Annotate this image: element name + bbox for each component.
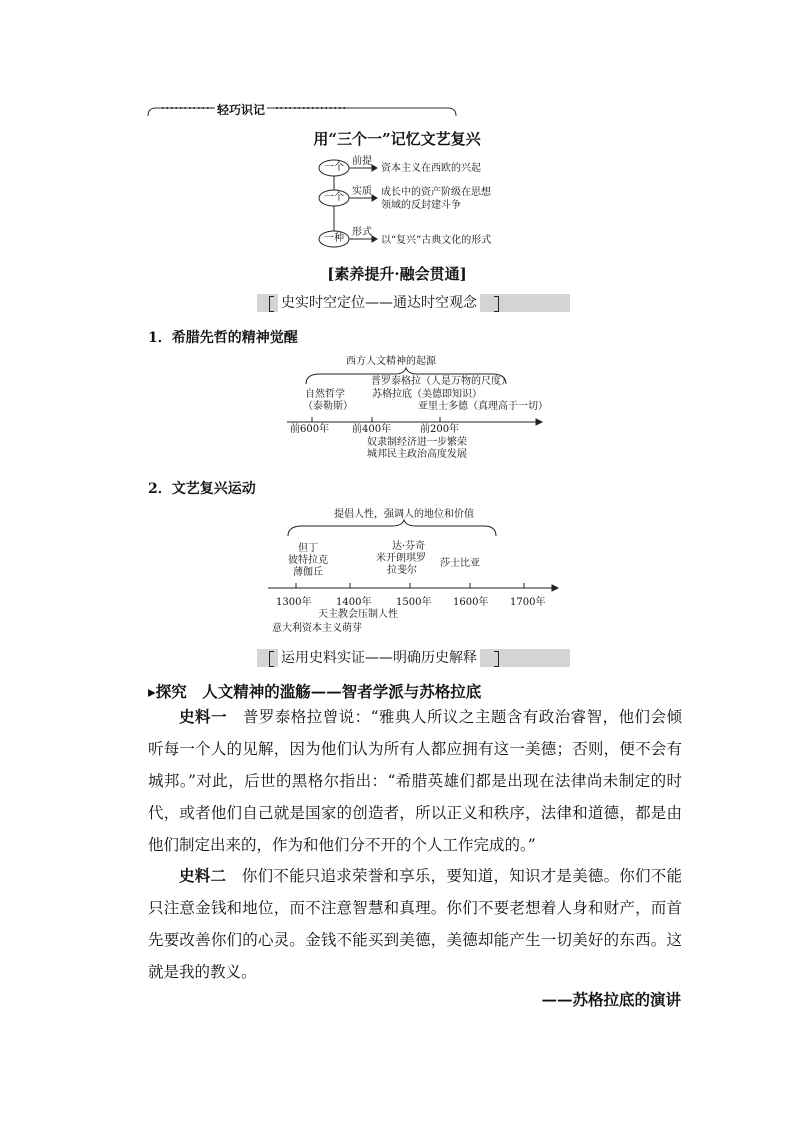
heading2: 2．文艺复兴运动 (148, 481, 256, 497)
banner2-bracket-right (494, 651, 499, 667)
timeline1-brace-label: 西方人文精神的起源 (346, 356, 436, 367)
timeline2-g1-2: 薄伽丘 (293, 567, 323, 578)
timeline2-g2-2: 拉斐尔 (387, 565, 417, 576)
banner1-bracket-left (269, 296, 274, 312)
heading1: 1．希腊先哲的精神觉醒 (148, 330, 298, 346)
timeline2-brace (288, 520, 496, 536)
banner1-bracket-right (494, 296, 499, 312)
memo-node-1-label: 一个 (324, 162, 344, 173)
timeline2-g2-1: 米开朗琪罗 (376, 553, 426, 564)
banner2-bracket-left (269, 651, 274, 667)
timeline2-below2: 意大利资本主义萌芽 (272, 623, 362, 634)
memo-tag-2: 实质 (352, 186, 372, 197)
memo-title: 用“三个一”记忆文艺复兴 (313, 130, 481, 148)
source2-label: 史料二 (179, 866, 227, 885)
timeline1-tick-0: 前600年 (290, 424, 330, 435)
memo-text-2b: 领域的反封建斗争 (381, 200, 461, 211)
explore-heading: ▸探究 人文精神的滥觞——智者学派与苏格拉底 (148, 682, 482, 701)
timeline2-tick-0: 1300年 (276, 597, 312, 608)
timeline1-below1: 奴隶制经济进一步繁荣 (367, 437, 467, 448)
section-title: [素养提升·融会贯通] (327, 265, 467, 283)
memo-node-2-label: 一个 (324, 192, 344, 203)
tip-label: 轻巧识记 (217, 103, 266, 117)
timeline1-below2: 城邦民主政治高度发展 (367, 449, 467, 460)
timeline2-tick-1: 1400年 (336, 597, 372, 608)
source1-label: 史料一 (179, 707, 227, 726)
timeline2-tick-3: 1600年 (453, 597, 489, 608)
source2-paragraph (148, 860, 682, 988)
source1-paragraph (148, 701, 682, 861)
banner1-text: 史实时空定位——通达时空观念 (278, 294, 480, 312)
timeline2-tick-2: 1500年 (396, 597, 432, 608)
timeline1-aristotle: 亚里士多德（真理高于一切） (418, 401, 548, 412)
timeline2-g1-1: 彼特拉克 (288, 555, 328, 566)
memo-text-1: 资本主义在西欧的兴起 (381, 163, 481, 174)
timeline1-natural2: （泰勒斯） (303, 401, 353, 412)
timeline2-brace-label: 提倡人性，强调人的地位和价值 (334, 509, 474, 520)
memo-tag-3: 形式 (352, 227, 372, 238)
source1-text: 普罗泰格拉曾说：“雅典人所议之主题含有政治睿智，他们会倾听每一个人的见解，因为他们认为所有人都应拥有这一美德；否则，便不会有城邦。”对此，后世的黑格尔指出：“希腊英雄们都是出现在法律尚未制定的时代，或者他们自己就是国家的创造者，所以正义和秩序，法律和道德，都是由他们制定出来的，作为和他们分不开的个人工作完成的。” (148, 708, 682, 854)
memo-tag-1: 前提 (352, 156, 372, 167)
timeline1-tick-1: 前400年 (352, 424, 392, 435)
memo-text-3: 以“复兴”古典文化的形式 (381, 235, 492, 246)
timeline2-below1: 天主教会压制人性 (318, 609, 398, 620)
timeline1-natural1: 自然哲学 (305, 389, 345, 400)
timeline1-tick-2: 前200年 (420, 424, 460, 435)
tip-bar-border (148, 108, 456, 116)
timeline2-g2-0: 达·芬奇 (392, 541, 426, 552)
timeline1-socrates: 苏格拉底（美德即知识） (372, 389, 482, 400)
memo-node-3-label: 一种 (324, 233, 344, 244)
source2-attribution: ——苏格拉底的演讲 (541, 990, 681, 1009)
memo-text-2: 成长中的资产阶级在思想 (381, 187, 491, 198)
timeline2-g3: 莎士比亚 (440, 558, 480, 569)
timeline2-g1-0: 但丁 (298, 543, 318, 554)
banner2-text: 运用史料实证——明确历史解释 (278, 649, 480, 667)
timeline2-tick-4: 1700年 (510, 597, 546, 608)
source2-text: 你们不能只追求荣誉和享乐，要知道，知识才是美德。你们不能只注意金钱和地位，而不注意智慧和真理。你们不要老想着人身和财产，而首先要改善你们的心灵。金钱不能买到美德，美德却能产生一切美好的东西。这就是我的教义。 (148, 867, 682, 981)
timeline1-protag: 普罗泰格拉（人是万物的尺度） (371, 376, 511, 387)
